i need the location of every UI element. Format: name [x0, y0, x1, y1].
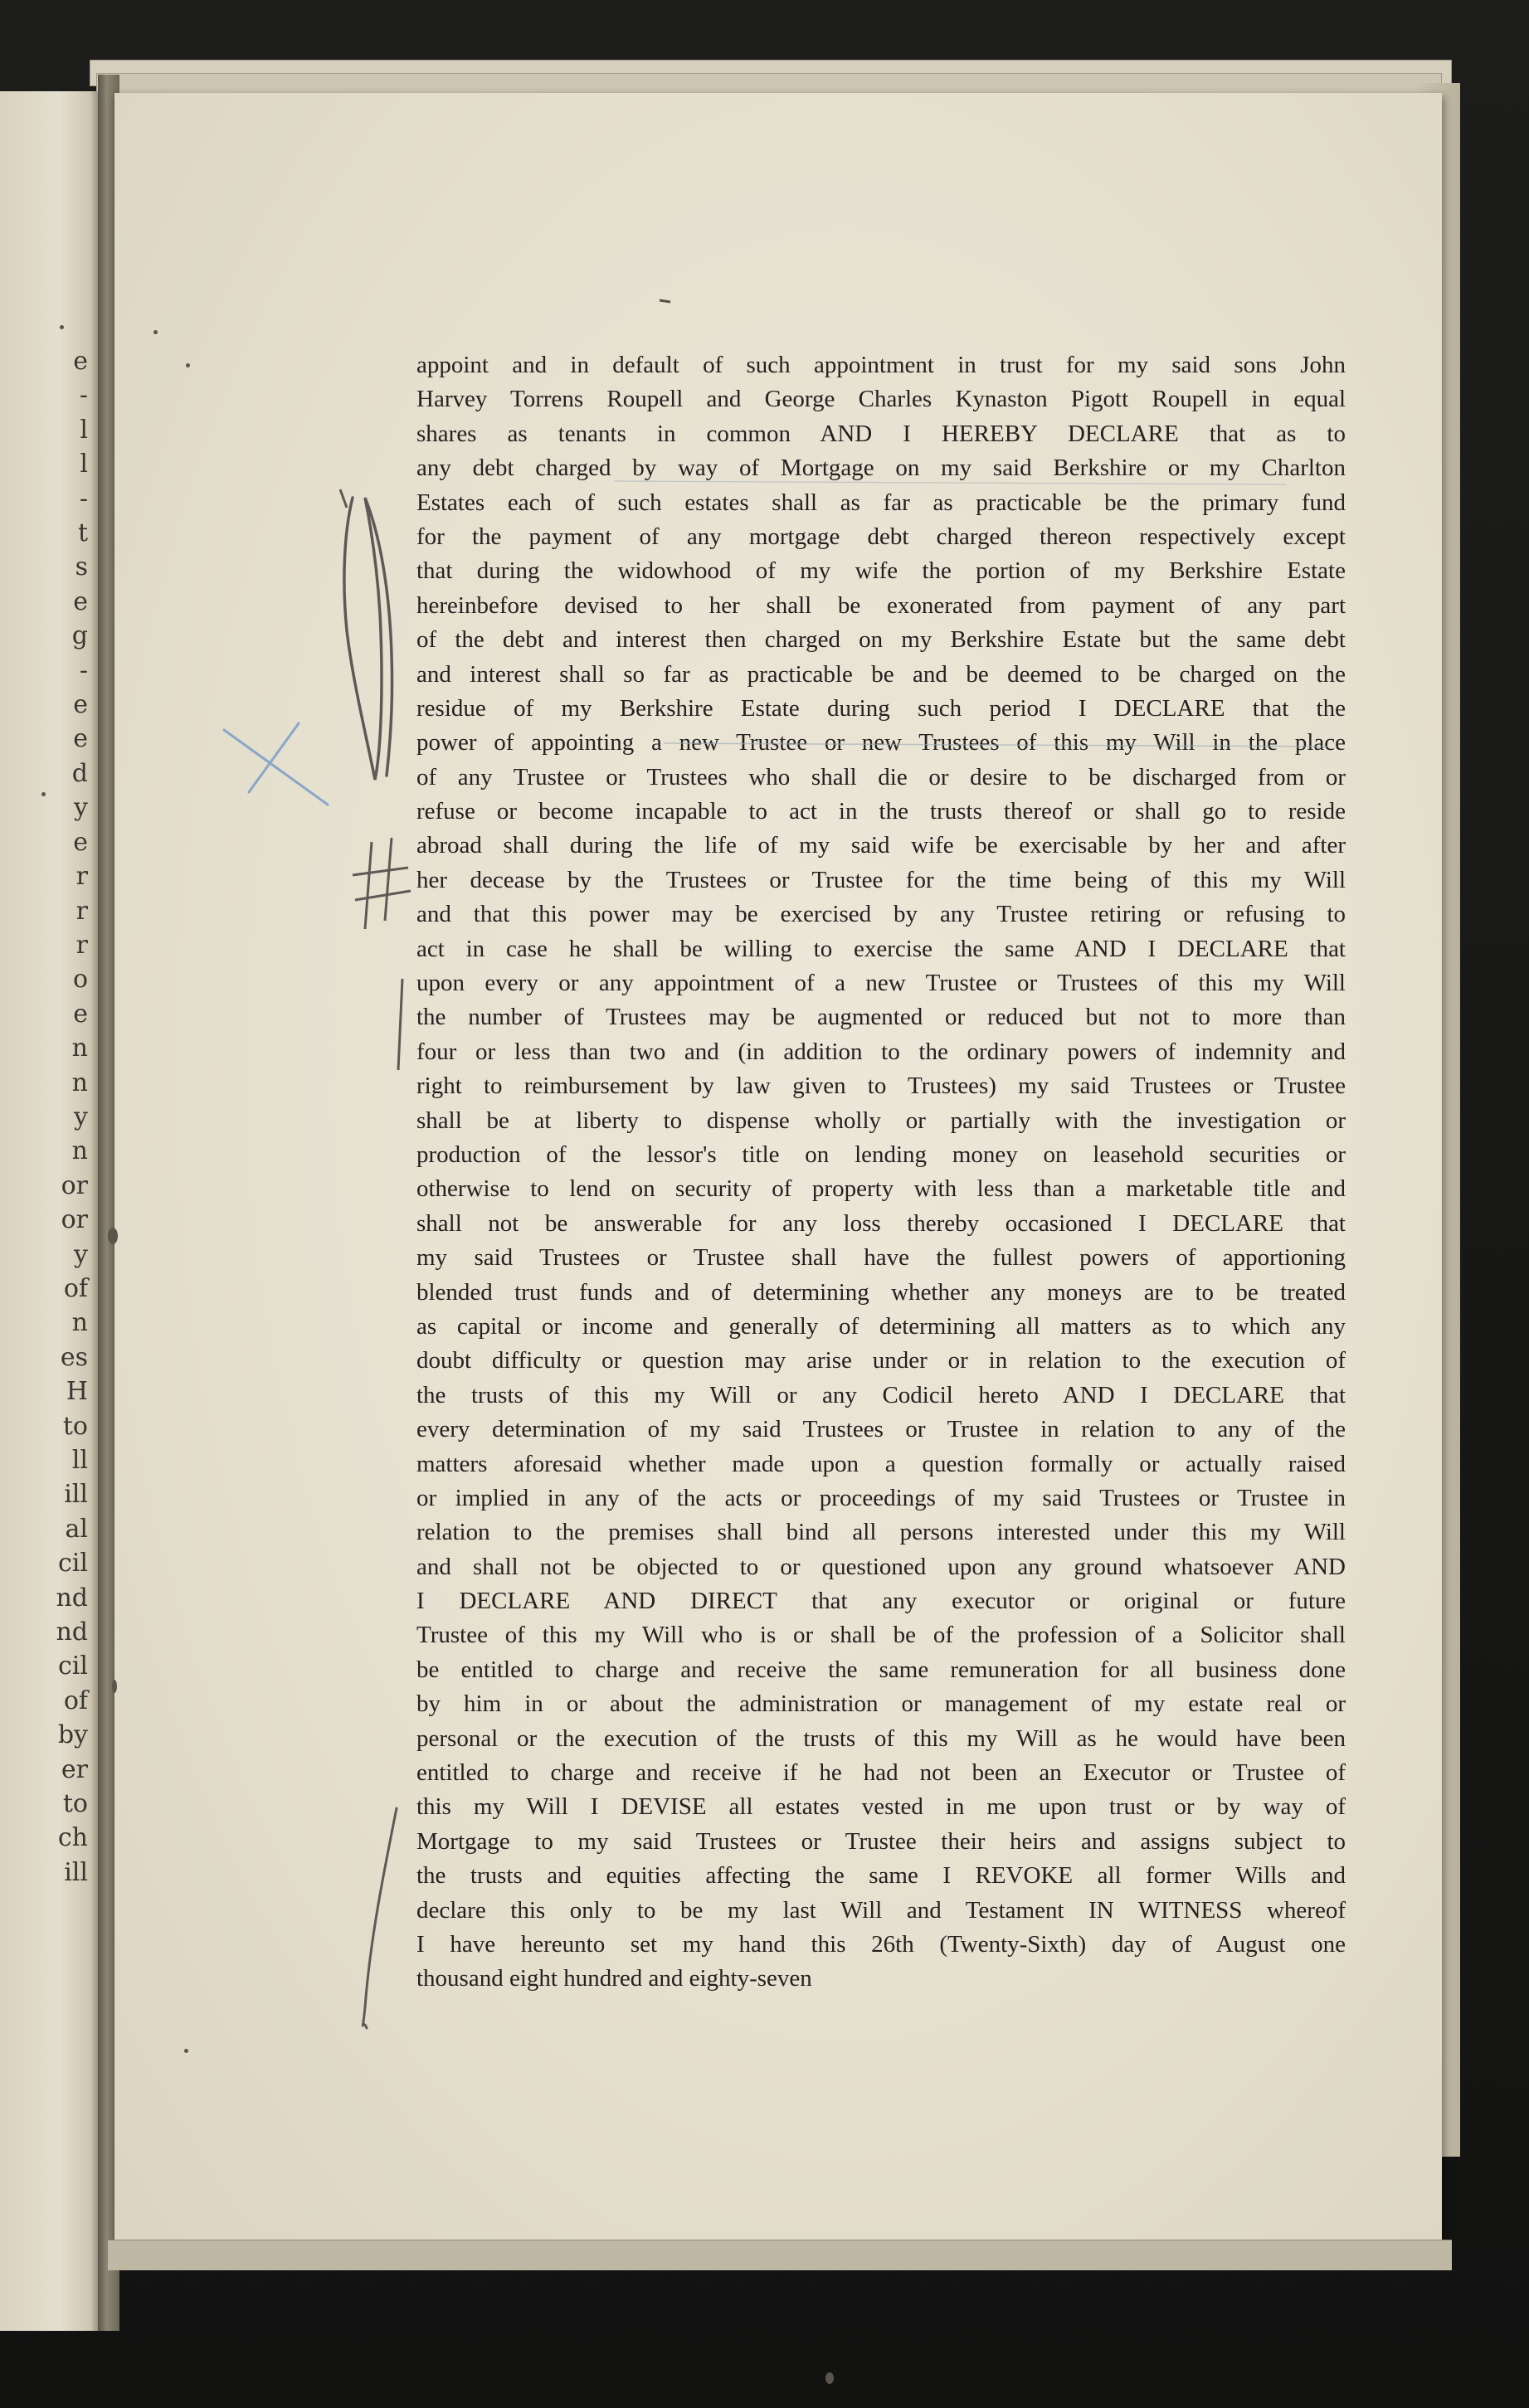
text-line: any debt charged by way of Mortgage on my said Berkshire or my Charlton — [416, 455, 1346, 482]
text-line: declare this only to be my last Will and Testament IN WITNESS whereof — [416, 1896, 1346, 1924]
previous-page-fragment: by — [57, 1720, 88, 1750]
previous-page-fragment: - — [79, 381, 88, 411]
text-line: Estates each of such estates shall as far as practicable be the primary fund — [416, 489, 1346, 516]
previous-page-fragment: e — [73, 690, 88, 720]
previous-page-fragment: cil — [58, 1549, 88, 1579]
previous-page-fragment: e — [73, 347, 88, 376]
text-line: appoint and in default of such appointment in trust for my said sons John — [416, 352, 1346, 378]
paper-speck — [184, 2049, 188, 2053]
text-line: residue of my Berkshire Estate during such period I DECLARE that the — [416, 694, 1346, 722]
text-line: Mortgage to my said Trustees or Trustee their heirs and assigns subject to — [416, 1827, 1346, 1855]
previous-page-fragment: nd — [56, 1583, 88, 1613]
previous-page-fragment: - — [79, 655, 88, 685]
text-line: or implied in any of the acts or proceedings of my said Trustees or Trustee in — [416, 1484, 1346, 1511]
text-line: doubt difficulty or question may arise under or in relation to the execution of — [416, 1347, 1346, 1374]
previous-page-text-fragments — [5, 344, 88, 1890]
previous-page-fragment: t — [77, 518, 88, 548]
text-line: power of appointing a new Trustee or new Trustees of this my Will in the place — [416, 729, 1346, 756]
previous-page-fragment: r — [75, 930, 88, 960]
previous-page-fragment: cil — [58, 1652, 88, 1681]
previous-page-fragment: e — [73, 586, 88, 616]
previous-page-fragment: ch — [57, 1823, 88, 1853]
paper-speck — [41, 792, 46, 796]
text-line: and shall not be objected to or questioned upon any ground whatsoever AND — [416, 1553, 1346, 1580]
previous-page-fragment: n — [71, 1308, 88, 1338]
previous-page-fragment: to — [62, 1411, 88, 1441]
previous-page-fragment: e — [73, 724, 88, 754]
text-line: I DECLARE AND DIRECT that any executor or original or future — [416, 1588, 1346, 1615]
text-line: otherwise to lend on security of property with less than a marketable title and — [416, 1175, 1346, 1203]
text-line: be entitled to charge and receive the same remuneration for all business done — [416, 1656, 1346, 1683]
text-line: thousand eight hundred and eighty-seven — [416, 1965, 812, 1992]
previous-page-fragment: o — [72, 965, 88, 995]
text-line: I have hereunto set my hand this 26th (Twenty-Sixth) day of August one — [416, 1930, 1346, 1958]
text-line: her decease by the Trustees or Trustee for the time being of this my Will — [416, 866, 1346, 893]
text-line: matters aforesaid whether made upon a question formally or actually raised — [416, 1450, 1346, 1477]
text-line: the trusts and equities affecting the same I REVOKE all former Wills and — [416, 1862, 1346, 1890]
paper-speck — [186, 363, 190, 367]
previous-page-fragment: e — [73, 999, 88, 1029]
previous-page-fragment: of — [63, 1686, 88, 1715]
previous-page-fragment: g — [71, 621, 88, 651]
text-line: production of the lessor's title on lending money on leasehold securities or — [416, 1141, 1346, 1168]
previous-page-fragment: r — [75, 862, 88, 892]
text-line: and interest shall so far as practicable be and be deemed to be charged on the — [416, 660, 1346, 688]
text-line: refuse or become incapable to act in the trusts thereof or shall go to reside — [416, 798, 1346, 825]
previous-page-fragment: r — [75, 896, 88, 926]
text-line: and that this power may be exercised by any Trustee retiring or refusing to — [416, 901, 1346, 928]
text-line: Trustee of this my Will who is or shall be of the profession of a Solicitor shall — [416, 1622, 1346, 1649]
text-line: right to reimbursement by law given to Trustees) my said Trustees or Trustee — [416, 1073, 1346, 1100]
page-bottom-edge — [108, 2240, 1452, 2270]
previous-page-fragment: y — [74, 1239, 88, 1269]
text-line: entitled to charge and receive if he had not been an Executor or Trustee of — [416, 1759, 1346, 1787]
previous-page-fragment: nd — [56, 1617, 88, 1647]
previous-page-fragment: l — [80, 415, 88, 445]
text-line: every determination of my said Trustees or Trustee in relation to any of the — [416, 1416, 1346, 1443]
text-line: shall be at liberty to dispense wholly or partially with the investigation or — [416, 1107, 1346, 1134]
text-line: shall not be answerable for any loss thereby occasioned I DECLARE that — [416, 1209, 1346, 1237]
paper-speck — [825, 2372, 834, 2384]
previous-page-fragment: al — [65, 1514, 88, 1544]
text-line: the trusts of this my Will or any Codicil hereto AND I DECLARE that — [416, 1381, 1346, 1408]
previous-page-fragment: n — [71, 1034, 88, 1063]
text-line: of the debt and interest then charged on my Berkshire Estate but the same debt — [416, 626, 1346, 654]
text-line: shares as tenants in common AND I HEREBY DECLARE that as to — [416, 420, 1346, 447]
previous-page-fragment: H — [66, 1377, 88, 1407]
text-line: act in case he shall be willing to exercise the same AND I DECLARE that — [416, 935, 1346, 962]
text-line: abroad shall during the life of my said wife be exercisable by her and after — [416, 832, 1346, 859]
text-line: of any Trustee or Trustees who shall die or desire to be discharged from or — [416, 763, 1346, 791]
previous-page-fragment: or — [61, 1205, 88, 1235]
previous-page-fragment: ill — [64, 1857, 88, 1887]
text-line: relation to the premises shall bind all persons interested under this my Will — [416, 1519, 1346, 1546]
previous-page-fragment: n — [71, 1136, 88, 1166]
previous-page-fragment: ill — [64, 1480, 88, 1510]
previous-page-fragment: l — [80, 450, 88, 479]
text-line: this my Will I DEVISE all estates vested in me upon trust or by way of — [416, 1793, 1346, 1821]
text-line: for the payment of any mortgage debt charged thereon respectively except — [416, 523, 1346, 550]
will-text-body — [416, 348, 1346, 1997]
previous-page-fragment: ll — [71, 1446, 88, 1475]
previous-page-fragment: y — [74, 1102, 88, 1131]
text-line: upon every or any appointment of a new Trustee or Trustees of this my Will — [416, 970, 1346, 997]
text-line: Harvey Torrens Roupell and George Charles Kynaston Pigott Roupell in equal — [416, 386, 1346, 413]
paper-speck — [60, 325, 64, 329]
previous-page-fragment: s — [75, 552, 88, 582]
text-line: personal or the execution of the trusts of this my Will as he would have been — [416, 1725, 1346, 1752]
previous-page-fragment: n — [71, 1068, 88, 1097]
binding-hole — [112, 1680, 117, 1693]
previous-page-fragment: - — [79, 484, 88, 513]
text-line: that during the widowhood of my wife the portion of my Berkshire Estate — [416, 557, 1346, 585]
previous-page-fragment: er — [61, 1754, 88, 1784]
previous-page-fragment: to — [62, 1789, 88, 1819]
previous-page-fragment: es — [60, 1342, 88, 1372]
previous-page-fragment: d — [71, 758, 88, 788]
text-line: my said Trustees or Trustee shall have the fullest powers of apportioning — [416, 1244, 1346, 1272]
previous-page-fragment: or — [61, 1170, 88, 1200]
text-line: four or less than two and (in addition to the ordinary powers of indemnity and — [416, 1038, 1346, 1065]
text-line: hereinbefore devised to her shall be exonerated from payment of any part — [416, 591, 1346, 619]
text-line: as capital or income and generally of determining all matters as to which any — [416, 1312, 1346, 1340]
previous-page-fragment: y — [74, 793, 88, 823]
binding-hole — [108, 1228, 118, 1244]
text-line: blended trust funds and of determining whether any moneys are to be treated — [416, 1278, 1346, 1306]
previous-page-fragment: of — [63, 1273, 88, 1303]
text-line: by him in or about the administration or management of my estate real or — [416, 1690, 1346, 1718]
text-line: the number of Trustees may be augmented or reduced but not to more than — [416, 1004, 1346, 1031]
paper-speck — [153, 330, 158, 334]
previous-page-fragment: e — [73, 827, 88, 857]
